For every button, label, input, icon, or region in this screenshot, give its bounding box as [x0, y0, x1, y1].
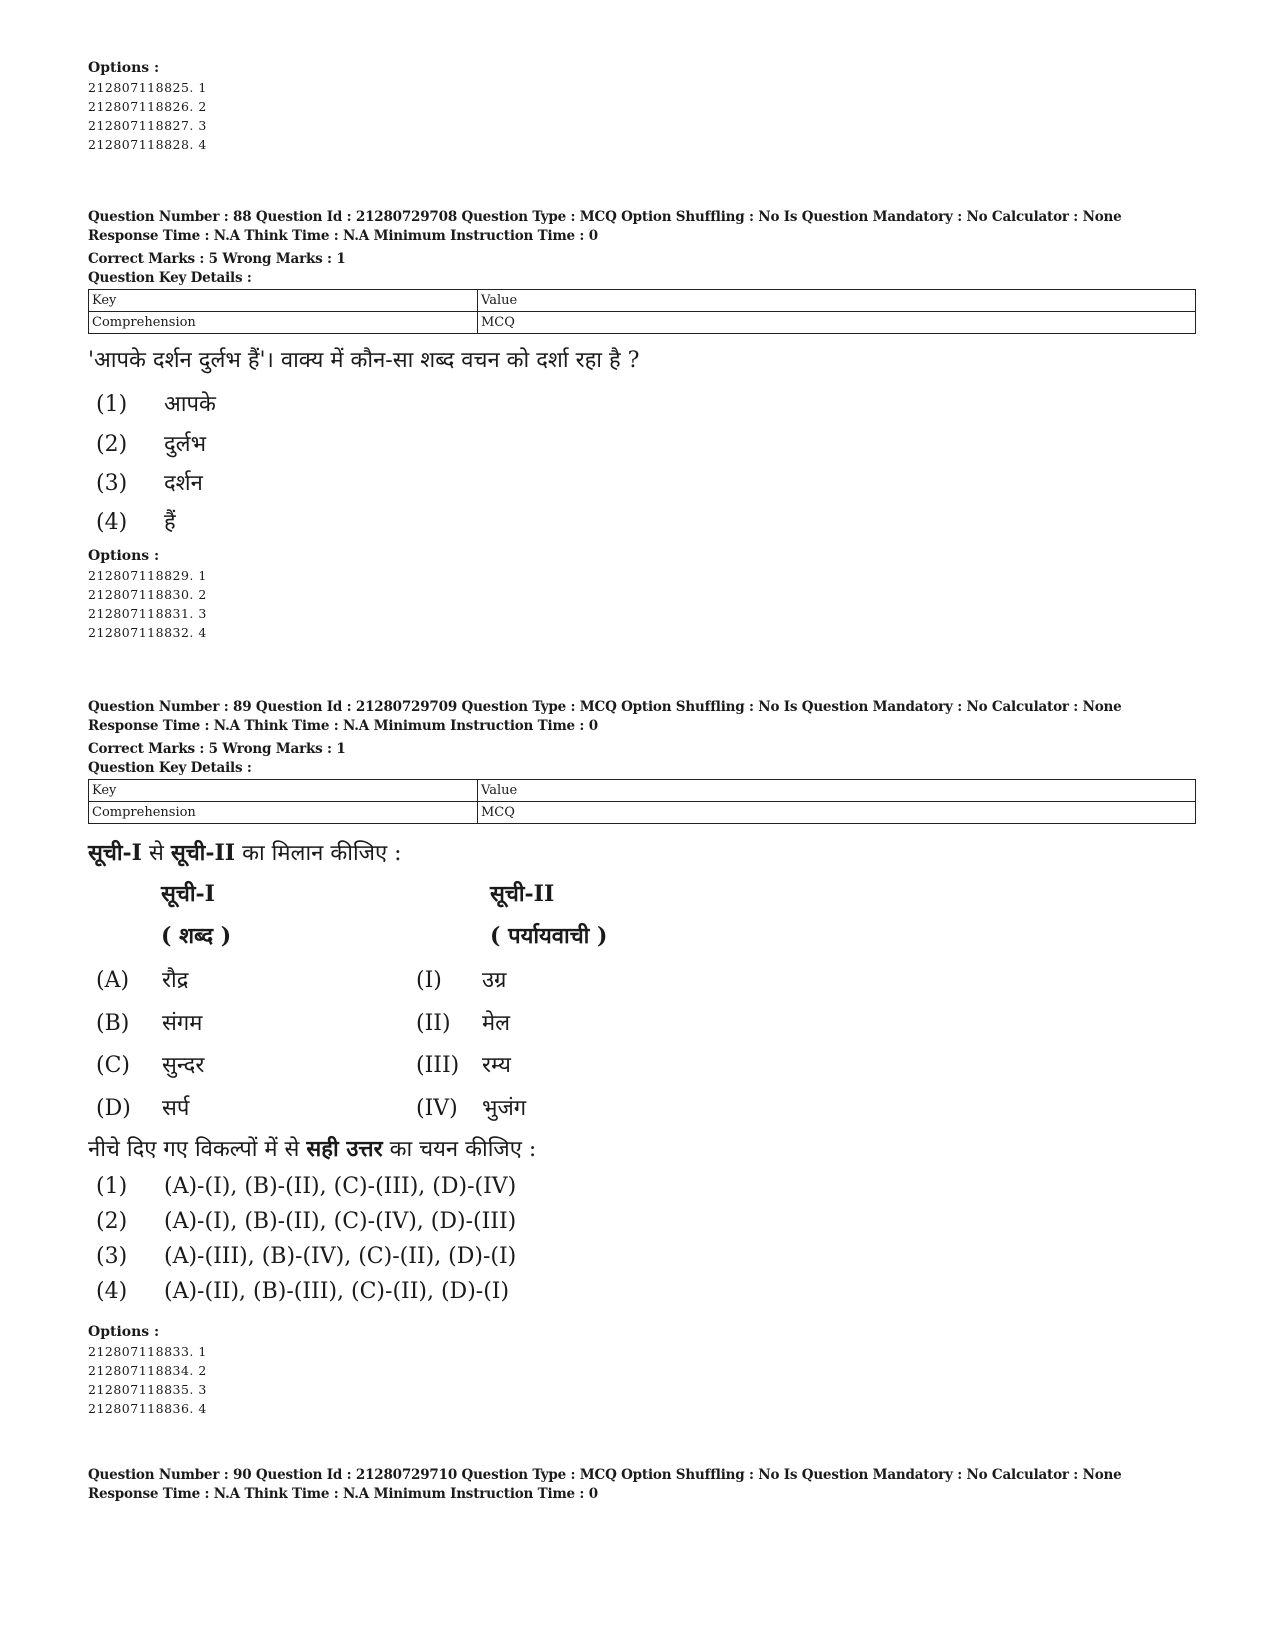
- answer-choice: [96, 1244, 516, 1269]
- question-meta-line: Question Number : 89 Question Id : 21280729709 Question Type : MCQ Option Shuffling : No Is Question Mandatory : No Calculator : None: [88, 699, 1122, 715]
- option-id: 212807118828. 4: [88, 137, 207, 152]
- question-text: [88, 838, 402, 869]
- table-cell: Comprehension: [89, 312, 478, 334]
- list1-title: सूची-I: [161, 881, 215, 907]
- option-id: 212807118827. 3: [88, 118, 207, 133]
- option-id: 212807118833. 1: [88, 1344, 207, 1359]
- option-id: 212807118834. 2: [88, 1363, 207, 1378]
- option-id: 212807118832. 4: [88, 625, 207, 640]
- list2-word: रम्य: [482, 1053, 511, 1078]
- choice-text: (A)-(II), (B)-(III), (C)-(II), (D)-(I): [164, 1279, 510, 1304]
- choice-number: (1): [96, 1174, 128, 1199]
- list1-label: (D): [96, 1096, 131, 1121]
- choice-text: हैं: [164, 510, 176, 535]
- option-id: 212807118835. 3: [88, 1382, 207, 1397]
- option-id: 212807118825. 1: [88, 80, 207, 95]
- table-cell: Comprehension: [89, 802, 478, 824]
- choice-number: (3): [96, 1244, 128, 1269]
- choice-text: (A)-(I), (B)-(II), (C)-(III), (D)-(IV): [164, 1174, 517, 1199]
- instruction-part: नीचे दिए गए विकल्पों में से: [88, 1137, 307, 1162]
- list2-word: भुजंग: [482, 1096, 527, 1121]
- answer-choice: [96, 506, 176, 536]
- option-id: 212807118829. 1: [88, 568, 207, 583]
- table-cell: MCQ: [478, 802, 1196, 824]
- list1-label: (A): [96, 968, 130, 993]
- list1-subtitle: ( शब्द ): [161, 923, 232, 949]
- answer-choice: [96, 1174, 516, 1199]
- list1-word: सर्प: [162, 1096, 190, 1121]
- list2-subtitle: ( पर्यायवाची ): [490, 923, 608, 949]
- instruction-part: का चयन कीजिए :: [382, 1137, 537, 1162]
- marks-line: Correct Marks : 5 Wrong Marks : 1: [88, 741, 346, 757]
- choice-number: (1): [96, 392, 128, 417]
- question-meta-line: Response Time : N.A Think Time : N.A Minimum Instruction Time : 0: [88, 228, 598, 244]
- table-header-row: [89, 780, 1196, 802]
- choice-text: (A)-(I), (B)-(II), (C)-(IV), (D)-(III): [164, 1209, 517, 1234]
- question-90-meta: [88, 1466, 1122, 1504]
- list2-label: (II): [416, 1011, 451, 1036]
- answer-choice: [96, 467, 203, 497]
- choice-text: आपके: [164, 392, 216, 417]
- list2-label: (III): [416, 1053, 460, 1078]
- table-header-row: [89, 290, 1196, 312]
- table-row: [89, 802, 1196, 824]
- options-label: Options :: [88, 548, 160, 564]
- key-details-label: Question Key Details :: [88, 270, 252, 286]
- answer-choice: [96, 1209, 516, 1234]
- match-row: [96, 1007, 796, 1037]
- options-block-q87: [88, 58, 207, 154]
- table-cell: Key: [89, 780, 478, 802]
- match-row: [96, 1092, 796, 1122]
- question-text: 'आपके दर्शन दुर्लभ हैं'। वाक्य में कौन-सा शब्द वचन को दर्शा रहा है ?: [88, 348, 640, 373]
- option-id: 212807118830. 2: [88, 587, 207, 602]
- list2-label: (IV): [416, 1096, 458, 1121]
- table-cell: Value: [478, 290, 1196, 312]
- question-key-table: [88, 289, 1196, 334]
- match-row: [96, 964, 796, 994]
- question-88-meta: [88, 208, 1122, 288]
- option-id: 212807118836. 4: [88, 1401, 207, 1416]
- choice-text: (A)-(III), (B)-(IV), (C)-(II), (D)-(I): [164, 1244, 517, 1269]
- list1-word: रौद्र: [162, 968, 189, 993]
- question-meta-line: Response Time : N.A Think Time : N.A Minimum Instruction Time : 0: [88, 1486, 598, 1502]
- list2-title: सूची-II: [490, 881, 555, 907]
- choice-text: दुर्लभ: [164, 432, 207, 457]
- list2-word: मेल: [482, 1011, 511, 1036]
- list2-word: उग्र: [482, 968, 507, 993]
- choice-number: (3): [96, 471, 128, 496]
- instruction-text: [88, 1134, 536, 1165]
- table-cell: Key: [89, 290, 478, 312]
- instruction-part: सही उत्तर: [306, 1136, 383, 1162]
- list1-label: (B): [96, 1011, 130, 1036]
- table-row: [89, 312, 1196, 334]
- list2-label: (I): [416, 968, 442, 993]
- options-block-q88: [88, 546, 207, 642]
- choice-number: (2): [96, 1209, 128, 1234]
- options-block-q89: [88, 1322, 207, 1418]
- list1-word: संगम: [162, 1011, 203, 1036]
- option-id: 212807118826. 2: [88, 99, 207, 114]
- answer-choice: [96, 428, 206, 458]
- question-meta-line: Question Number : 88 Question Id : 21280729708 Question Type : MCQ Option Shuffling : No Is Question Mandatory : No Calculator : None: [88, 209, 1122, 225]
- question-text-part: का मिलान कीजिए :: [235, 841, 402, 866]
- options-label: Options :: [88, 60, 160, 76]
- question-text-part: सूची-II: [170, 840, 236, 866]
- options-label: Options :: [88, 1324, 160, 1340]
- choice-text: दर्शन: [164, 471, 203, 496]
- table-cell: Value: [478, 780, 1196, 802]
- question-text-part: से: [141, 841, 171, 866]
- key-details-label: Question Key Details :: [88, 760, 252, 776]
- marks-line: Correct Marks : 5 Wrong Marks : 1: [88, 251, 346, 267]
- question-key-table: [88, 779, 1196, 824]
- choice-number: (2): [96, 432, 128, 457]
- list1-word: सुन्दर: [162, 1053, 205, 1078]
- question-89-meta: [88, 698, 1122, 778]
- answer-choice: [96, 388, 216, 418]
- table-cell: MCQ: [478, 312, 1196, 334]
- question-meta-line: Response Time : N.A Think Time : N.A Minimum Instruction Time : 0: [88, 718, 598, 734]
- option-id: 212807118831. 3: [88, 606, 207, 621]
- question-text-part: सूची-I: [88, 840, 142, 866]
- answer-choice: [96, 1279, 509, 1304]
- list1-label: (C): [96, 1053, 130, 1078]
- choice-number: (4): [96, 1279, 128, 1304]
- question-meta-line: Question Number : 90 Question Id : 21280729710 Question Type : MCQ Option Shuffling : No Is Question Mandatory : No Calculator : None: [88, 1467, 1122, 1483]
- match-row: [96, 1049, 796, 1079]
- choice-number: (4): [96, 510, 128, 535]
